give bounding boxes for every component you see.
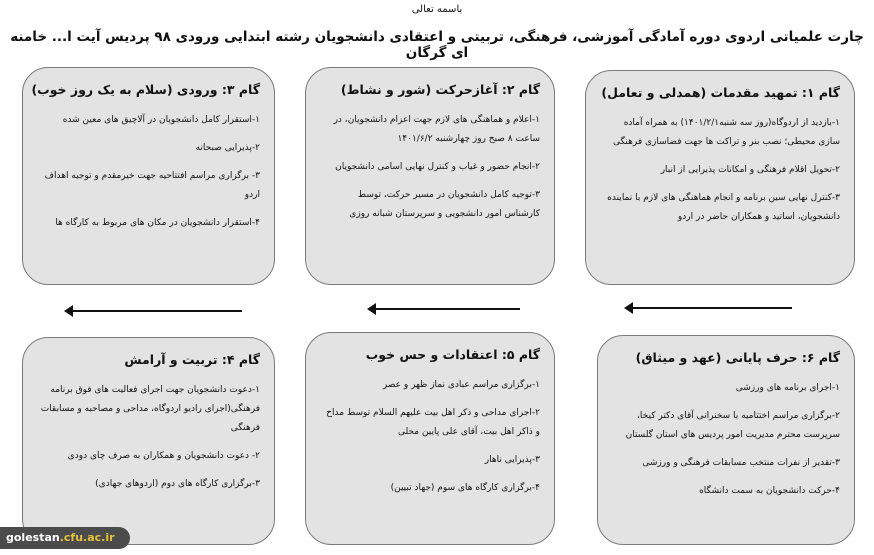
step-3-item: ۳- برگزاری مراسم افتتاحیه جهت خیرمقدم و توجیه اهداف اردو — [44, 171, 260, 200]
step-4-item: ۱-دعوت دانشجویان جهت اجرای فعالیت های فوق برنامه فرهنگی(اجرای رادیو اردوگاه، مداحی و مصاحبه و مسابقات فرهنگی — [40, 385, 260, 433]
step-4-box — [22, 337, 275, 545]
step-4-title: گام ۴: تربیت و آرامش — [124, 352, 260, 367]
watermark-domain: .cfu.ac.ir — [59, 531, 115, 544]
step-6-title: گام ۶: حرف پایانی (عهد و میثاق) — [635, 350, 840, 365]
chart-title: چارت علمیاتی اردوی دوره آمادگی آموزشی، فرهنگی، تربیتی و اعتقادی دانشجویان رشته ابتدایی ورودی ۹۸ پردیس آیت ا... خامنه ای گرگان — [10, 29, 864, 61]
step-5-item: ۲-اجرای مداحی و ذکر اهل بیت علیهم السلام توسط مداح و ذاکر اهل بیت، آقای علی پایین محلی — [326, 408, 540, 437]
step-2-title: گام ۲: آغازحرکت (شور و نشاط) — [340, 82, 540, 97]
step-6-item: ۱-اجرای برنامه های ورزشی — [735, 383, 840, 393]
flow-arrow-left — [375, 308, 520, 310]
step-2-item: ۱-اعلام و هماهنگی های لازم جهت اعزام دانشجویان، در ساعت ۸ صبح روز چهارشنبه ۱۴۰۱/۶/۲ — [333, 115, 540, 144]
step-1-box — [585, 70, 855, 285]
step-3-item: ۴-استقرار دانشجویان در مکان های مربوط به کارگاه ها — [55, 218, 260, 228]
step-5-title: گام ۵: اعتقادات و حس خوب — [365, 347, 540, 362]
step-1-item: ۱-بازدید از اردوگاه(روز سه شنبه۱۴۰۱/۲/۱) به همراه آماده سازی محیطی؛ نصب بنر و تراکت ها جهت فضاسازی فرهنگی — [612, 118, 840, 147]
flow-arrow-left — [632, 307, 792, 309]
step-3-item: ۱-استقرار کامل دانشجویان در آلاچیق های معین شده — [62, 115, 260, 125]
step-2-item: ۳-توجیه کامل دانشجویان در مسیر حرکت، توسط کارشناس امور دانشجویی و سرپرستان شبانه روزی — [349, 190, 540, 219]
step-6-item: ۴-حرکت دانشجویان به سمت دانشگاه — [699, 486, 840, 496]
step-4-item: ۲- دعوت دانشجویان و همکاران به صرف چای دودی — [67, 451, 260, 461]
step-6-item: ۲-برگزاری مراسم اختتامیه با سخنرانی آقای دکتر کیخا، سرپرست محترم مدیریت امور پردیس های استان گلستان — [625, 411, 840, 440]
step-2-box — [305, 67, 555, 285]
step-6-item: ۳-تقدیر از نفرات منتخب مسابقات فرهنگی و ورزشی — [642, 458, 840, 468]
step-4-item: ۳-برگزاری کارگاه های دوم (اردوهای جهادی) — [95, 479, 260, 489]
step-1-item: ۲-تحویل اقلام فرهنگی و امکانات پذیرایی از انبار — [660, 165, 840, 175]
step-3-title: گام ۳: ورودی (سلام به یک روز خوب) — [31, 82, 260, 97]
step-5-item: ۴-برگزاری کارگاه های سوم (جهاد تبیین) — [390, 483, 540, 493]
watermark-main: golestan — [6, 531, 60, 544]
site-watermark — [0, 527, 130, 549]
step-3-box — [22, 67, 275, 285]
step-1-title: گام ۱: تمهید مقدمات (همدلی و تعامل) — [601, 85, 840, 100]
step-5-item: ۳-پذیرایی ناهار — [484, 455, 540, 465]
step-5-box — [305, 332, 555, 545]
step-5-item: ۱-برگزاری مراسم عبادی نماز ظهر و عصر — [382, 380, 540, 390]
step-6-box — [597, 335, 855, 545]
step-3-item: ۲-پذیرایی صبحانه — [195, 143, 260, 153]
flow-arrow-left — [72, 310, 242, 312]
bismillah-heading: باسمه تعالی — [411, 4, 463, 15]
step-2-item: ۲-انجام حضور و غیاب و کنترل نهایی اسامی دانشجویان — [335, 162, 540, 172]
step-1-item: ۳-کنترل نهایی سین برنامه و انجام هماهنگی های لازم با نماینده دانشجویان، اساتید و همکاران حاضر در اردو — [607, 193, 840, 222]
